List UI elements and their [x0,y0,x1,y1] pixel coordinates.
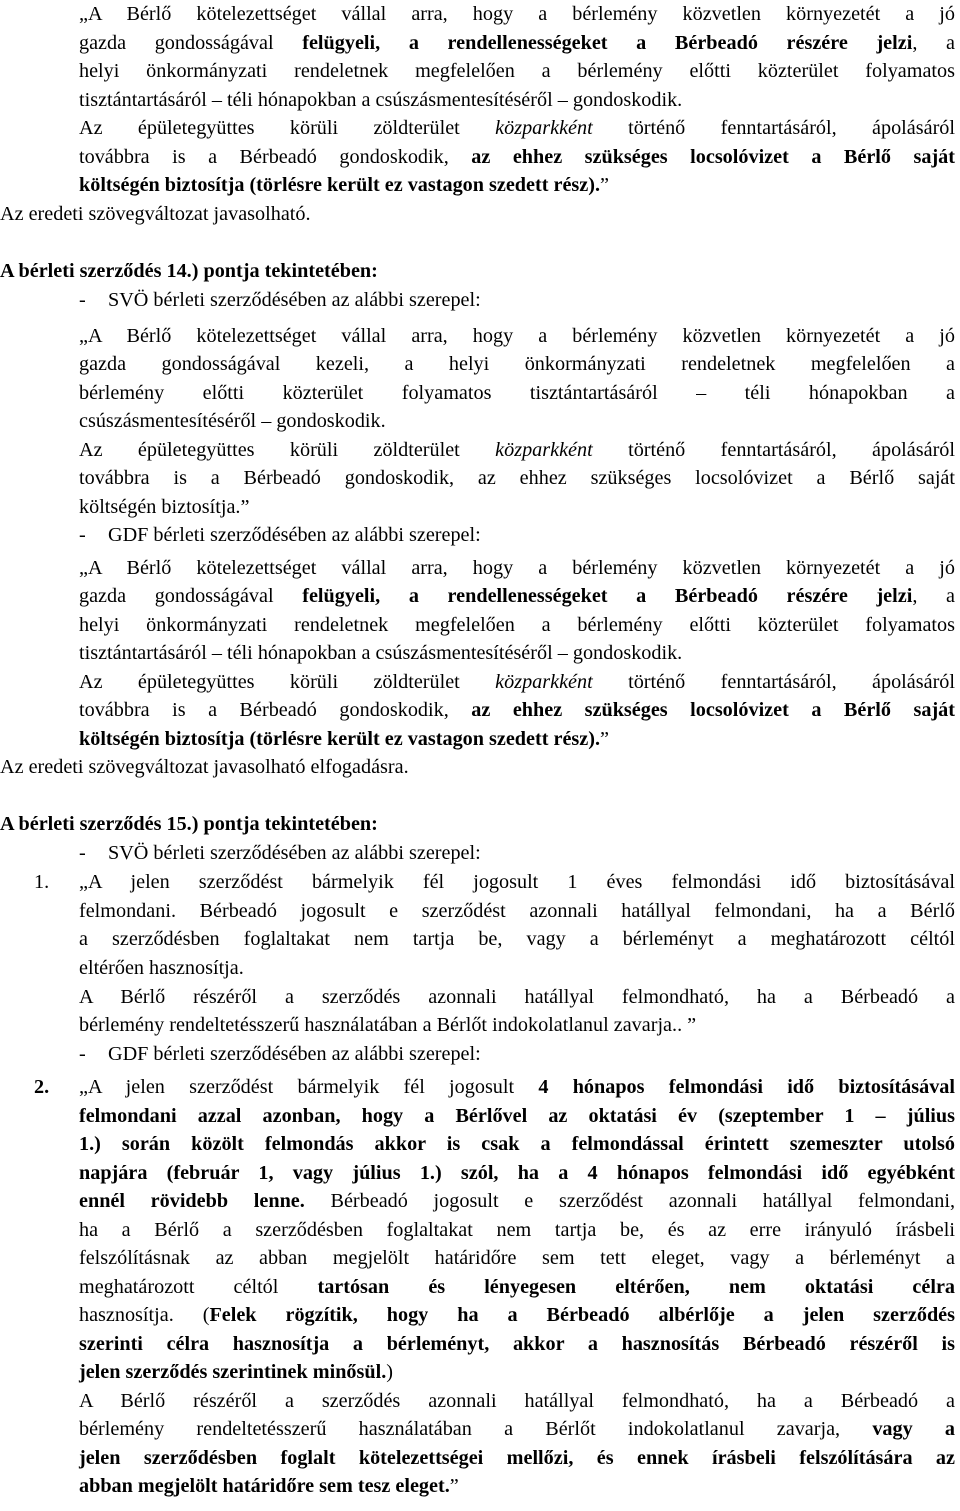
section-heading: A bérleti szerződés 15.) pontja tekintetében: [0,813,378,835]
text-line: hasznosítja. (Felek rögzítik, hogy ha a Bérbeadó albérlője a jelen szerződés [79,1304,955,1326]
text-line: Az eredeti szövegváltozat javasolható elfogadásra. [0,756,409,778]
text-line: költségén biztosítja (törlésre került ez vastagon szedett rész).” [79,174,609,196]
dash-item: - SVÖ bérleti szerződésében az alábbi szerepel: [79,289,481,311]
text-line: A Bérlő részéről a szerződés azonnali hatállyal felmondható, ha a Bérbeadó a [79,986,955,1008]
text-line: meghatározott céltól tartósan és lényegesen eltérően, nem oktatási célra [79,1276,955,1298]
list-number: 2. [34,1076,50,1098]
text-line: bérlemény rendeltetésszerű használatában a Bérlőt indokolatlanul zavarja.. ” [79,1014,697,1036]
dash-item: - SVÖ bérleti szerződésében az alábbi szerepel: [79,842,481,864]
text-line: jelen szerződésben foglalt kötelezettségei mellőzi, és ennek írásbeli felszólítására az [79,1447,955,1469]
text-line: gazda gondosságával felügyeli, a rendellenességeket a Bérbeadó részére jelzi, a [79,32,955,54]
text-line: abban megjelölt határidőre sem tesz eleget.” [79,1475,459,1497]
text-line: a szerződésben foglaltakat nem tartja be, vagy a bérleményt a meghatározott céltól [79,928,955,950]
text-line: gazda gondosságával kezeli, a helyi önkormányzati rendeletnek megfelelően a [79,353,955,375]
text-line: Az épületegyüttes körüli zöldterület közparkként történő fenntartásáról, ápolásáról [79,671,955,693]
text-line: bérlemény rendeltetésszerű használatában a Bérlőt indokolatlanul zavarja, vagy a [79,1418,955,1440]
text-line: tisztántartásáról – téli hónapokban a csúszásmentesítéséről – gondoskodik. [79,642,683,664]
text-line: helyi önkormányzati rendeletnek megfelelően a bérlemény előtti közterület folyamatos [79,60,955,82]
text-line: jelen szerződés szerintinek minősül.) [79,1361,393,1383]
dash-item: - GDF bérleti szerződésében az alábbi szerepel: [79,1043,481,1065]
text-line: továbbra is a Bérbeadó gondoskodik, az ehhez szükséges locsolóvizet a Bérlő saját [79,467,955,489]
text-line: felmondani. Bérbeadó jogosult e szerződést azonnali hatállyal felmondani, ha a Bérlő [79,900,955,922]
text-line: 1.) során közölt felmondás akkor is csak a felmondással érintett szemeszter utolsó [79,1133,955,1155]
list-number: 1. [34,871,50,893]
text-line: felmondani azzal azonban, hogy a Bérlővel az oktatási év (szeptember 1 – július [79,1105,955,1127]
text-line: tisztántartásáról – téli hónapokban a csúszásmentesítéséről – gondoskodik. [79,89,683,111]
text-line: továbbra is a Bérbeadó gondoskodik, az ehhez szükséges locsolóvizet a Bérlő saját [79,699,955,721]
text-line: „A Bérlő kötelezettséget vállal arra, hogy a bérlemény közvetlen környezetét a jó [79,557,955,579]
text-line: Az épületegyüttes körüli zöldterület közparkként történő fenntartásáról, ápolásáról [79,439,955,461]
text-line: „A jelen szerződést bármelyik fél jogosult 1 éves felmondási idő biztosításával [79,871,955,893]
text-line: „A Bérlő kötelezettséget vállal arra, hogy a bérlemény közvetlen környezetét a jó [79,3,955,25]
text-line: szerinti célra hasznosítja a bérleményt, akkor a hasznosítás Bérbeadó részéről is [79,1333,955,1355]
text-line: ha a Bérlő a szerződésben foglaltakat nem tartja be, és az erre irányuló írásbeli [79,1219,955,1241]
text-line: helyi önkormányzati rendeletnek megfelelően a bérlemény előtti közterület folyamatos [79,614,955,636]
text-line: bérlemény előtti közterület folyamatos tisztántartásáról – téli hónapokban a [79,382,955,404]
text-line: Az épületegyüttes körüli zöldterület közparkként történő fenntartásáról, ápolásáról [79,117,955,139]
text-line: napjára (február 1, vagy július 1.) szól, ha a 4 hónapos felmondási idő egyébként [79,1162,955,1184]
text-line: ennél rövidebb lenne. Bérbeadó jogosult e szerződést azonnali hatállyal felmondani, [79,1190,955,1212]
text-line: költségén biztosítja (törlésre került ez vastagon szedett rész).” [79,728,609,750]
section-heading: A bérleti szerződés 14.) pontja tekintetében: [0,260,378,282]
text-line: gazda gondosságával felügyeli, a rendellenességeket a Bérbeadó részére jelzi, a [79,585,955,607]
text-line: „A jelen szerződést bármelyik fél jogosult 4 hónapos felmondási idő biztosításával [79,1076,956,1098]
dash-item: - GDF bérleti szerződésében az alábbi szerepel: [79,524,481,546]
text-line: csúszásmentesítéséről – gondoskodik. [79,410,386,432]
text-line: „A Bérlő kötelezettséget vállal arra, hogy a bérlemény közvetlen környezetét a jó [79,325,955,347]
text-line: A Bérlő részéről a szerződés azonnali hatállyal felmondható, ha a Bérbeadó a [79,1390,955,1412]
text-line: eltérően hasznosítja. [79,957,244,979]
text-line: továbbra is a Bérbeadó gondoskodik, az ehhez szükséges locsolóvizet a Bérlő saját [79,146,955,168]
text-line: felszólításnak az abban megjelölt határidőre sem tett eleget, vagy a bérleményt a [79,1247,955,1269]
text-line: költségén biztosítja.” [79,496,250,518]
text-line: Az eredeti szövegváltozat javasolható. [0,203,311,225]
